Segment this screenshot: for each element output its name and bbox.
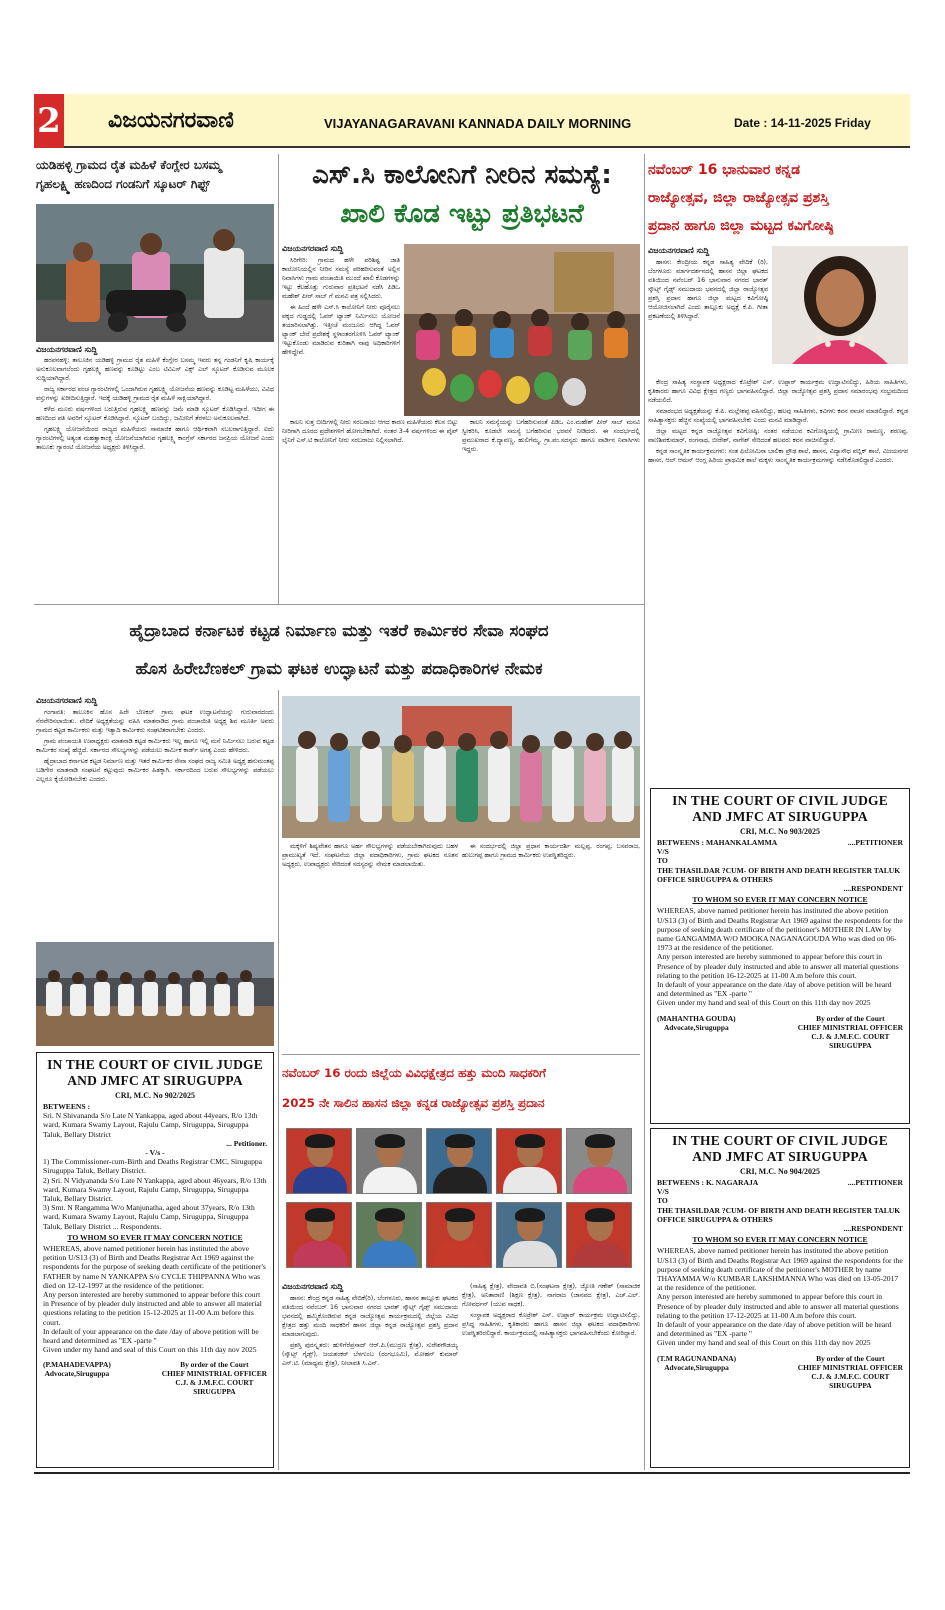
awardee-portrait [566,1128,632,1194]
notice-betweens: BETWEENS : MAHANKALAMMA [657,838,778,847]
row-divider [282,1054,640,1055]
notice-body: WHEREAS, above named petitioner herein has instituted the above petition U/S13 (3) of Birth and Deaths Registrar Act 1969 against the respondents for the purpose of seeking death certificate of the petitioner's MOTHER by name THAYAMMA W/o KUMBAR LAKSHMANNA Who was died on 13-05-2017 at the residence of the petitioner. [657,1246,903,1293]
awardee-portrait [356,1128,422,1194]
notice-body: In default of your appearance on the date /day of above petition will be heard and determined as "EX -parte " [43,1326,259,1346]
water-article-body-col3 [462,418,640,602]
notice-title: IN THE COURT OF CIVIL JUDGE [672,793,888,808]
page-bottom-rule [34,1472,910,1474]
rajyotsava-headline-line-2: ರಾಜ್ಯೋತ್ಸವ, ಜಿಲ್ಲಾ ರಾಜ್ಯೋತ್ಸವ ಪ್ರಶಸ್ತಿ [648,190,829,206]
farmer-scooter-photo [36,204,274,342]
workers-headline-line-2: ಹೊಸ ಹಿರೇಬೆಣಕಲ್ ಗ್ರಾಮ ಘಟಕ ಉದ್ಘಾಟನೆ ಮತ್ತು ಪದಾಧಿಕಾರಿಗಳ ನೇಮಕ [135,659,543,678]
article-paragraph: ಜಿಲ್ಲಾ ಮಟ್ಟದ ಕನ್ನಡ ರಾಜ್ಯೋತ್ಸವ ಕವಿಗೋಷ್ಠಿ: ನಂತರ ನಡೆಯುವ ಕವಿಗೋಷ್ಠಿಯಲ್ಲಿ ಗ್ರಾಮೀಣ ರಾಮಣ್ಣ, ಶರಣಪ್ಪ, ವಾಣಿಶಿವಕುಮಾರ್, ರಂಗನಾಥ, ಬೀರೇಶ್, ನಾಗೇಶ್ ಸೇರಿದಂತೆ ಹಲವರು ಕವನ ವಾಚಿಸಲಿದ್ದಾರೆ. [648,428,908,444]
notice-to: TO [657,1196,668,1206]
article-paragraph: ಕಾಲನಿ ಸುತ್ತ ಬೀದಿಗಳಲ್ಲಿ ನೀರು ಸರಬರಾಜು ಆಗದ ಕಾರಣ ಮಹಿಳೆಯರು ಕೆಲಸ ಬಿಟ್ಟು ನೀರಿಗಾಗಿ ದೂರದ ಪ್ರದೇಶಗಳಿಗೆ ಹೋಗಬೇಕಾಗಿದೆ. ನಂತರ 3-4 ವರ್ಷಗಳಿಂದ ಈ ಪೈಪ್ ಲೈನಿಗೆ ಎಸ್.ಟಿ ಕಾಲೋನಿಗೆ ನೀರು ಸರಬರಾಜು ನಿಲ್ಲಿಸಲಾಗಿದೆ. [282,419,458,444]
article-paragraph: ಹೈದ್ರಾಬಾದ ಕರ್ನಾಟಕ ಕಟ್ಟಡ ನಿರ್ಮಾಣ ಮತ್ತು ಇತರೆ ಕಾರ್ಮಿಕರ ಸೇವಾ ಸಂಘದ ರಾಜ್ಯ ಸಮಿತಿ ಅಧ್ಯಕ್ಷ ಹನುಮಂತಪ್ಪ ಬಡಿಗೇರ ಮಾತನಾಡಿ ಸಂಘಟನೆ ಕಟ್ಟುವುದು ಕಾರ್ಮಿಕರ ಹಿತಕ್ಕಾಗಿ. ಸರ್ಕಾರದಿಂದ ಬರುವ ಸೌಲಭ್ಯಗಳನ್ನು ಪಡೆಯಲು ಎಲ್ಲರೂ ಕೈಜೋಡಿಸಬೇಕು ಎಂದರು. [36,758,274,783]
article-paragraph: ಸಂಸ್ಥಾಪಕ ಅಧ್ಯಕ್ಷರಾದ ಕೊಟ್ರೇಶ್ ಎಸ್. ಉಪ್ಪಾರ್ ಕಾರ್ಯಕ್ರಮ ಉದ್ಘಾಟಿಸಲಿದ್ದು, ಪ್ರಸಿದ್ಧ ಸಾಹಿತಿಗಳು, ಕೃತಿಕಾರರು ಹಾಗೂ ಹಾಸನ ಜಿಲ್ಲಾ ಘಟಕದ ಪದಾಧಿಕಾರಿಗಳು ಉಪಸ್ಥಿತರಿರಲಿದ್ದಾರೆ. ಕಾರ್ಯಕ್ರಮದಲ್ಲಿ ಸಾಹಿತ್ಯಾಸಕ್ತರು ಭಾಗವಹಿಸಬೇಕೆಂದು ಕೋರಿದ್ದಾರೆ. [462,1312,640,1337]
rajyotsava-portrait-photo [772,246,908,364]
rajyotsava-article-body [648,378,908,782]
article-paragraph: (ಸಾಹಿತ್ಯ ಕ್ಷೇತ್ರ), ವೇದಾವತಿ ಬಿ.(ಸಂಘಟನಾ ಕ್ಷೇತ್ರ), ಜ್ಯೋತಿ ಗಣೇಶ್ (ಸಾಮಾಜಿಕ ಕ್ಷೇತ್ರ), ಅನಿತಾರಾಣಿ (ಶಿಕ್ಷಣ ಕ್ಷೇತ್ರ), ನಾಗರಾಜ (ಜಾನಪದ ಕ್ಷೇತ್ರ), ಎಚ್.ಎಲ್. ಗೋವರ್ಧನ್ (ಯುವ ಸಾಧಕ). [462,1283,640,1308]
notice-respondent: THE THASILDAR ?CUM- OF BIRTH AND DEATH REGISTER TALUK OFFICE SIRUGUPPA & OTHERS [657,865,901,884]
article-paragraph: ಸಮಾರಂಭದ ಅಧ್ಯಕ್ಷತೆಯನ್ನು ಕೆ.ಪಿ. ಮಲ್ಲೇಶಪ್ಪ ವಹಿಸಲಿದ್ದು, ಹಲವು ಸಾಹಿತಿಗಳು, ಕವಿಗಳು ಕವನ ವಾಚನ ಮಾಡಲಿದ್ದಾರೆ. ಕನ್ನಡ ಸಾಹಿತ್ಯಾಸಕ್ತರು ಹೆಚ್ಚಿನ ಸಂಖ್ಯೆಯಲ್ಲಿ ಭಾಗವಹಿಸಬೇಕು ಎಂದು ಮನವಿ ಮಾಡಿದ್ದಾರೆ. [648,408,908,424]
water-article-body-col2 [282,418,458,602]
article-paragraph: ಗೃಹಲಕ್ಷ್ಮಿ ಯೋಜನೆಯಿಂದ ರಾಜ್ಯದ ಮಹಿಳೆಯರು ಸಾಮಾಜಿಕ ಹಾಗೂ ಆರ್ಥಿಕವಾಗಿ ಸಬಲರಾಗುತ್ತಿದ್ದಾರೆ. ಐದು ಗ್ಯಾರಂಟಿಗಳಲ್ಲಿ ಅತ್ಯಂತ ಮಹತ್ವಾಕಾಂಕ್ಷಿ ಯೋಜನೆಯಾಗಿರುವ ಗೃಹಲಕ್ಷ್ಮಿ ಕಾಂಗ್ರೆಸ್ ಸರ್ಕಾರದ ಜನಪ್ರಿಯ ಯೋಜನೆ ಎಂದು ತಾಲೂಕು ಗ್ಯಾರಂಟಿ ಯೋಜನೆಯ ಅಧ್ಯಕ್ಷರು ತಿಳಿಸಿದ್ದಾರೆ. [36,426,274,451]
advocate-name: (MAHANTHA GOUDA) [657,1013,736,1023]
awardee-portrait [356,1202,422,1268]
notice-body: WHEREAS, above named petitioner herein has instituted the above petition U/S13 (3) of Birth and Deaths Registrar Act 1969 against the respondents for the purpose of seeking death certificate of the petitioner's MOTHER IN LAW by name GANGAMMA W/O MOOKA NAGANAGOUDA Who was died on 06-1973 at the residence of the petitioner. [657,906,903,953]
water-byline: ವಿಜಯನಗರವಾಣಿ ಸುದ್ದಿ [282,244,344,253]
article-paragraph: ಕಾಲನಿ ಸಮಸ್ಯೆಯನ್ನು ಬಗೆಹರಿಸುವಂತೆ ಪಿಡಿಒ ಎಂ.ಮಹೇಶ್ ಪೀರ್ ಸಾಬ್ ಮನವಿ ಸ್ವೀಕರಿಸಿ, ಕೂಡಲೇ ಸಮಸ್ಯೆ ಬಗೆಹರಿಸುವ ಭರವಸೆ ನೀಡಿದರು. ಈ ಸಂದರ್ಭದಲ್ಲಿ ಪ್ರಮುಖರಾದ ಕೆ.ದ್ಯಾವಣ್ಣ, ಹುಲಿಗೆಮ್ಮ, ಗ್ರಾ.ಪಂ.ಸದಸ್ಯರು ಹಾಗೂ ವಾರ್ಡಿನ ನಿವಾಸಿಗಳು ಇದ್ದರು. [462,419,640,453]
notice-respondent-2: 2) Sri. N Vidyananda S/o Late N Yankappa, aged about 46years, R/o 13th ward, Kumara Swamy Layout, Rajulu Camp, Siruguppa, Siruguppa Taluk, Bellary District. [43,1175,267,1204]
court-notice-904 [650,1128,910,1468]
notice-body: In default of your appearance on the date /day of above petition will be heard and determined as "EX -parte " [657,1320,892,1339]
awards-article-body-col1 [282,1294,458,1470]
notice-title: IN THE COURT OF CIVIL JUDGE [672,1133,888,1148]
notice-petitioner-details: Sri. N Shivananda S/o Late N Yankappa, aged about 44years, R/o 13th ward, Kumara Swamy Layout, Rajulu Camp, Siruguppa, Siruguppa Taluk, Bellary District [43,1111,258,1139]
article-paragraph: ಈ ಹಿಂದೆ ಹಳೇ ಎಸ್.ಸಿ ಕಾಲೋನಿಗೆ ನೀರು ಪೂರೈಸಲು ಪಕ್ಕದ ಗುಡ್ಡದಲ್ಲಿ ಓವರ್ ಟ್ಯಾಂಕ್ ನಿರ್ಮಿಸಲು ಯೋಜನೆ ತಯಾರಿಸಲಾಗಿತ್ತು. ಇತ್ತೀಚೆ ಮಂಜೂರು ಆಗಿದ್ದ ಓವರ್ ಟ್ಯಾಂಕ್ ಬೇರೆ ಪ್ರದೇಶಕ್ಕೆ ಸ್ಥಳಾಂತರಗೊಳಿಸಿ ಓವರ್ ಟ್ಯಾಂಕ್ ಇಟ್ಟುಕೊಂಡು ಮಾಡಿರುವ ಕುರಿತಾಗಿ ನಾವು ಅಧಿಕಾರಿಗಳಿಗೆ ಹೇಳಿದ್ದೇವೆ. [282,304,400,356]
masthead [34,94,910,148]
workers-article-body-col2 [282,842,458,1050]
notice-body: Given under my hand and seal of this Court on this 11th day nov 2025 [43,1345,257,1355]
water-headline-line-1: ಎಸ್.ಸಿ ಕಾಲೋನಿಗೆ ನೀರಿನ ಸಮಸ್ಯೆ: [312,160,612,190]
article-paragraph: ರಾಜ್ಯ ಸರ್ಕಾರದ ಪಂಚ ಗ್ಯಾರಂಟಿಗಳಲ್ಲಿ ಒಂದಾಗಿರುವ ಗೃಹಲಕ್ಷ್ಮಿ ಯೋಜನೆಯ ಹಣವನ್ನು ಕೂಡಿಟ್ಟ ಮಹಿಳೆಯು, ವಿವಿಧ ವಸ್ತುಗಳನ್ನು ಖರೀದಿಸುತ್ತಿದ್ದಾರೆ. ಇದಕ್ಕೆ ಯಡಿಹಳ್ಳಿ ಗ್ರಾಮದ ರೈತ ಮಹಿಳೆ ಸಾಕ್ಷಿಯಾಗಿದ್ದಾರೆ. [36,386,274,402]
court-place-line: SIRUGUPPA [193,1387,236,1397]
notice-respondent-label: ....RESPONDENT [843,884,903,894]
rajyotsava-byline: ವಿಜಯನಗರವಾಣಿ ಸುದ್ದಿ [648,246,710,255]
advocate-place: Advocate,Siruguppa [44,1369,110,1379]
notice-concern-heading: TO WHOM SO EVER IT MAY CONCERN NOTICE [692,1235,868,1245]
article-paragraph: ಕನ್ನಡ ಸಾಂಸ್ಕೃತಿಕ ಕಾರ್ಯಕ್ರಮಗಳು: ಸಂತ ಫಿಲೋಮಿನಾ ಬಾಲಿಕಾ ಪ್ರೌಢ ಶಾಲೆ, ಹಾಸನ, ವಿದ್ಯಾಸೌಧ ಪಬ್ಲಿಕ್ ಶಾಲೆ, ವಿಜಯನಗರ ಹಾಸನ, ಆಲ್ ಆಮನ್ ಆಂಗ್ಲ ಹಿರಿಯ ಪ್ರಾಥಮಿಕ ಶಾಲೆ ಮಕ್ಕಳು ಸಾಂಸ್ಕೃತಿಕ ಕಾರ್ಯಕ್ರಮಗಳನ್ನು ನಡೆಸಿಕೊಡಲಿದ್ದಾರೆ ಎಂದರು. [648,448,908,464]
court-order-line: By order of the Court [816,1353,885,1363]
awardee-portrait [496,1202,562,1268]
court-officer-line: CHIEF MINISTRIAL OFFICER [161,1369,267,1379]
rajyotsava-headline [648,156,910,242]
farmer-byline: ವಿಜಯನಗರವಾಣಿ ಸುದ್ದಿ [36,345,98,354]
notice-parties-row [657,838,903,847]
advocate-name: (T.M RAGUNANDANA) [657,1353,737,1363]
notice-signatures [657,1014,903,1050]
water-headline [282,156,642,238]
notice-petitioner-label: ....PETITIONER [847,1178,903,1187]
notice-title: AND JMFC AT SIRUGUPPA [692,809,868,824]
awards-headline-line-1: ನವೆಂಬರ್ 16 ರಂದು ಜಿಲ್ಲೆಯ ವಿವಿಧಕ್ಷೇತ್ರದ ಹತ್ತು ಮಂದಿ ಸಾಧಕರಿಗೆ [282,1066,546,1080]
awardee-portrait [566,1202,632,1268]
article-paragraph: ಮಕ್ಕಳಿಗೆ ಶಿಷ್ಯವೇತನ ಹಾಗೂ ಅರ್ಹ ಸೌಲಭ್ಯಗಳನ್ನು ಪಡೆಯಬೇಕಾಗಿರುವುದು ಬಹಳ ಪ್ರಾಮುಖ್ಯತೆ ಇದೆ. ಸಂಘಟನೆಯ ಜಿಲ್ಲಾ ಪದಾಧಿಕಾರಿಗಳು, ಗ್ರಾಮ ಘಟಕದ ನೂತನ ಅಧ್ಯಕ್ಷರು, ಉಪಾಧ್ಯಕ್ಷರು ಸೇರಿದಂತೆ ಸದಸ್ಯರನ್ನು ನೇಮಕ ಮಾಡಲಾಯಿತು. [282,843,458,868]
row-divider [34,604,644,605]
notice-case-number: CRI, M.C. No 903/2025 [740,827,820,836]
newspaper-title: ವಿಜಯನಗರವಾಣಿ [108,108,234,133]
workers-stage-photo [36,942,274,1046]
advocate-name: (P.MAHADEVAPPA) [43,1360,111,1370]
notice-betweens: BETWEENS : K. NAGARAJA [657,1178,759,1187]
issue-date: Date : 14-11-2025 Friday [734,116,871,130]
water-article-body-col1 [282,256,400,412]
column-divider [278,690,279,1470]
column-divider [278,154,279,604]
notice-title: AND JMFC AT SIRUGUPPA [67,1073,243,1088]
notice-to: TO [657,856,668,866]
notice-body: Any person interested are hereby summoned to appear before this court in Presence of by pleader duly instructed and able to answer all material questions relating to the petition 16-12-2025 at 11-00 A.m before this court. [657,952,899,980]
article-paragraph: ಗ್ರಾಮ ಪಂಚಾಯತಿ ಉಪಾಧ್ಯಕ್ಷರು ಮಾತನಾಡಿ ಕಟ್ಟಡ ಕಾರ್ಮಿಕರು ಇಲ್ಲ ಹಾಗೂ ಇಲ್ಲಿ ಮನೆ ನಿರ್ಮಿಸಲು ಬರುವ ಕಟ್ಟಡ ಕಾರ್ಮಿಕರ ಸಂಖ್ಯೆ ಹೆಚ್ಚಿದೆ. ಸರ್ಕಾರದ ಸೌಲಭ್ಯಗಳನ್ನು ಪಡೆಯಲು ಕಾರ್ಮಿಕ ಕಾರ್ಡ್ ಅಗತ್ಯ ಎಂದು ಹೇಳಿದರು. [36,738,274,754]
workers-group-photo [282,696,640,838]
notice-petitioner-label: ... Petitioner. [226,1138,267,1148]
notice-concern-heading: TO WHOM SO EVER IT MAY CONCERN NOTICE [692,895,868,905]
workers-byline: ವಿಜಯನಗರವಾಣಿ ಸುದ್ದಿ [36,696,98,705]
notice-concern-heading: TO WHOM SO EVER IT MAY CONCERN NOTICE [67,1232,243,1242]
court-place-line: SIRUGUPPA [829,1380,872,1390]
article-paragraph: ಹಾಸನ: ಕೇಂದ್ರ ಕನ್ನಡ ಸಾಹಿತ್ಯ ವೇದಿಕೆ(ರಿ), ಬೆಂಗಳೂರು, ಹಾಸನ ತಾಲ್ಲೂಕು ಘಟಕದ ವತಿಯಿಂದ ನವೆಂಬರ್ 16 ಭಾನುವಾರ ನಗರದ ಭಾರತ್ ಸ್ಕೌಟ್ಸ್ ಗೈಡ್ಸ್ ಸಮುದಾಯ ಭವನದಲ್ಲಿ ಹಮ್ಮಿಕೊಂಡಿರುವ ಕನ್ನಡ ರಾಜ್ಯೋತ್ಸವ ಕಾರ್ಯಕ್ರಮದಲ್ಲಿ ಜಿಲ್ಲೆಯ ವಿವಿಧ ಕ್ಷೇತ್ರದ ಹತ್ತು ಮಂದಿ ಸಾಧಕರಿಗೆ ಹಾಸನ ಜಿಲ್ಲಾ ಕನ್ನಡ ರಾಜ್ಯೋತ್ಸವ ಪ್ರಶಸ್ತಿ ಪ್ರದಾನ ಮಾಡಲಾಗುವುದು. [282,1295,458,1338]
farmer-headline-line-1: ಯಡಿಹಳ್ಳಿ ಗ್ರಾಮದ ರೈತ ಮಹಿಳೆ ಕೆಂಗ್ಲೇರ ಬಸಮ್ಮ [36,158,222,172]
court-officer-line: CHIEF MINISTRIAL OFFICER [797,1362,903,1372]
advocate-place: Advocate,Siruguppa [664,1362,729,1372]
notice-signatures [43,1360,267,1396]
court-order-line: By order of the Court [180,1360,249,1370]
notice-respondent-label: ....RESPONDENT [843,1224,903,1234]
notice-respondent: THE THASILDAR ?CUM- OF BIRTH AND DEATH REGISTER TALUK OFFICE SIRUGUPPA & OTHERS [657,1205,901,1224]
notice-body: Any person interested are hereby summoned to appear before this court in Presence of by pleader duly instructed and able to answer all material questions relating to the petition 15-12-2025 at 11-00 A.m before this court. [43,1290,262,1327]
notice-case-number: CRI, M.C. No 902/2025 [115,1091,195,1100]
article-paragraph: ಹಾಸನ: ಕೇಂದ್ರೀಯ ಕನ್ನಡ ಸಾಹಿತ್ಯ ವೇದಿಕೆ (ರಿ), ಬೆಂಗಳೂರು ಮಾರ್ಗದರ್ಶನದಲ್ಲಿ ಹಾಸನ ಜಿಲ್ಲಾ ಘಟಕದ ವತಿಯಿಂದ ನವೆಂಬರ್ 16 ಭಾನುವಾರ ನಗರದ ಭಾರತ್ ಸ್ಕೌಟ್ಸ್ ಗೈಡ್ಸ್ ಸಮುದಾಯ ಭವನದಲ್ಲಿ ಜಿಲ್ಲಾ ರಾಜ್ಯೋತ್ಸವ ಪ್ರಶಸ್ತಿ ಪ್ರದಾನ ಹಾಗೂ ಜಿಲ್ಲಾ ಮಟ್ಟದ ಕವಿಗೋಷ್ಠಿ ಆಯೋಜಿಸಲಾಗಿದೆ ಎಂದು ತಾಲ್ಲೂಕು ಅಧ್ಯಕ್ಷೆ ಕೆ.ಪಿ. ಗೀತಾ ಪ್ರಕಟಣೆಯಲ್ಲಿ ತಿಳಿಸಿದ್ದಾರೆ. [648,259,768,320]
water-headline-line-2: ಖಾಲಿ ಕೊಡ ಇಟ್ಟು ಪ್ರತಿಭಟನೆ [340,199,584,229]
page-number: 2 [34,94,64,148]
court-name-line: C.J. & J.M.F.C. COURT [811,1031,890,1041]
notice-signatures [657,1354,903,1390]
notice-body: WHEREAS, above named petitioner herein has instituted the above petition U/S13 (3) of Birth and Deaths Registrar Act 1969 against the respondents for the purpose of seeking death certificate of the petitioner's FATHER by name N YANKAPPA S/o CYCLE THIPPANNA Who was died on 12-12-1997 at the residence of the petitioner. [43,1244,266,1290]
column-divider [644,154,645,1470]
awardee-portrait [286,1202,352,1268]
notice-case-number: CRI, M.C. No 904/2025 [740,1167,820,1176]
awards-headline-line-2: 2025 ನೇ ಸಾಲಿನ ಹಾಸನ ಜಿಲ್ಲಾ ಕನ್ನಡ ರಾಜ್ಯೋತ್ಸವ ಪ್ರಶಸ್ತಿ ಪ್ರದಾನ [282,1096,545,1110]
court-name-line: C.J. & J.M.F.C. COURT [175,1378,254,1388]
awardee-portrait [286,1128,352,1194]
awards-headline [282,1058,640,1122]
notice-title: IN THE COURT OF CIVIL JUDGE [47,1057,263,1072]
article-paragraph: ಈ ಸಂದರ್ಭದಲ್ಲಿ ಜಿಲ್ಲಾ ಪ್ರಧಾನ ಕಾರ್ಯದರ್ಶಿ ಮಲ್ಲಪ್ಪ, ರಂಗಪ್ಪ, ಬಸವರಾಜ, ಹುಲುಗಪ್ಪ ಹಾಗೂ ಗ್ರಾಮದ ಕಾರ್ಮಿಕರು ಉಪಸ್ಥಿತರಿದ್ದರು. [462,843,640,859]
notice-body: Any person interested are hereby summoned to appear before this court in Presence of by pleader duly instructed and able to answer all material questions relating to the petition 17-12-2025 at 11-00 A.m before this court. [657,1292,899,1320]
farmer-headline-line-2: ಗೃಹಲಕ್ಷ್ಮಿ ಹಣದಿಂದ ಗಂಡನಿಗೆ ಸ್ಕೂಟರ್ ಗಿಫ್ಟ್ [36,177,210,191]
notice-respondent-3: 3) Smt. N Rangamma W/o Manjunatha, aged about 37years, R/o 13th ward, Kumara Swamy Layout, Rajulu Camp, Siruguppa, Siruguppa Taluk, Bellary District ... Respondents. [43,1203,255,1231]
notice-body: In default of your appearance on the date /day of above petition will be heard and determined as "EX -parte " [657,980,892,999]
notice-title: AND JMFC AT SIRUGUPPA [692,1149,868,1164]
workers-article-body-col3 [462,842,640,1050]
court-name-line: C.J. & J.M.F.C. COURT [811,1371,890,1381]
awardee-portrait [496,1128,562,1194]
notice-parties-row [657,1178,903,1187]
notice-petitioner-label: ....PETITIONER [847,838,903,847]
awardee-portrait [426,1202,492,1268]
article-paragraph: ಪ್ರಶಸ್ತಿ ಪುರಸ್ಕೃತರು: ಹುಳಿಗೆರೆಪ್ರಸಾದ್ ಆರ್.ಪಿ.(ಮುದ್ರಣ ಕ್ಷೇತ್ರ), ಸುರೇಶಗೌಡಯ್ಯ (ಸ್ಕೌಟ್ಸ್ ಗೈಡ್ಸ್), ಜಯಶಂಕರ್ ಬೆಳಗುಂಬ (ರಂಗಭೂಮಿ), ಮೋಹನ್ ಕುಮಾರ್ ಎನ್.ಟಿ. (ಮಾಧ್ಯಮ ಕ್ಷೇತ್ರ), ನೀಲಾವತಿ ಸಿ.ಎನ್. [282,1342,458,1367]
article-paragraph: ಗಂಗಾವತಿ: ತಾಲೂಕಿನ ಹೊಸ ಹಿರೇ ಬೆಣಕಲ್ ಗ್ರಾಮ ಘಟಕ ಉದ್ಘಾಟನೆಯನ್ನು ಗುರುವಾರದಂದು ನೆರವೇರಿಸಲಾಯಿತು. ವೇದಿಕೆ ಅಧ್ಯಕ್ಷತೆಯನ್ನು ವಹಿಸಿ ಮಾತನಾಡಿದ ಗ್ರಾಮ ಪಂಚಾಯಿತಿ ಅಧ್ಯಕ್ಷ ಶಿವ ಮೂರ್ತಿ ಅವರು ಗ್ರಾಮದ ಕಟ್ಟಡ ಕಾರ್ಮಿಕರು ಮತ್ತು ಇತ್ಯಾದಿ ಕಾರ್ಮಿಕರು ಸಂಘಟಿತರಾಗಬೇಕು ಎಂದರು. [36,709,274,734]
rajyotsava-article-intro [648,258,768,376]
workers-article-body-col1 [36,708,274,938]
article-paragraph: ಸಿರಿಗೇರಿ: ಗ್ರಾಮದ ಹಳೇ ಪರಿಶಿಷ್ಟ ಜಾತಿ ಕಾಲೋನಿಯಲ್ಲಿನ ನೀರಿನ ಸಮಸ್ಯೆ ಪರಿಹರಿಸುವಂತೆ ಅಲ್ಲಿನ ನಿವಾಸಿಗಳು ಗ್ರಾಮ ಪಂಚಾಯಿತಿ ಮುಂದೆ ಖಾಲಿ ಕೊಡಗಳನ್ನು ಇಟ್ಟು ಕೆಲಹೊತ್ತು ಗುರುವಾರ ಪ್ರತಿಭಟನೆ ನಡೆಸಿ ಪಿಡಿಒ ಮಹೇಶ್ ಪೀರ್ ಸಾಬ್ ಗೆ ಮನವಿ ಪತ್ರ ಸಲ್ಲಿಸಿದರು. [282,257,400,300]
awardee-portrait [426,1128,492,1194]
workers-headline [36,612,642,688]
court-place-line: SIRUGUPPA [829,1040,872,1050]
rajyotsava-headline-line-1: ನವೆಂಬರ್ 16 ಭಾನುವಾರ ಕನ್ನಡ [648,162,801,178]
farmer-article-body [36,356,274,600]
notice-versus: V/S [657,847,669,857]
notice-respondent-1: 1) The Commissioner-cum-Birth and Deaths Registrar CMC, Siruguppa Siruguppa Taluk, Bellary District. [43,1157,263,1176]
newspaper-subtitle: VIJAYANAGARAVANI KANNADA DAILY MORNING [324,116,632,131]
court-officer-line: CHIEF MINISTRIAL OFFICER [797,1022,903,1032]
notice-body: Given under my hand and seal of this Court on this 11th day nov 2025 [657,1338,871,1348]
court-notice-903 [650,788,910,1124]
notice-body: Given under my hand and seal of this Court on this 11th day nov 2025 [657,998,871,1008]
article-paragraph: ಕೇಂದ್ರ ಸಾಹಿತ್ಯ ಸಂಸ್ಥಾಪಕ ಅಧ್ಯಕ್ಷರಾದ ಕೊಟ್ರೇಶ್ ಎಸ್. ಉಪ್ಪಾರ್ ಕಾರ್ಯಕ್ರಮ ಉದ್ಘಾಟಿಸಲಿದ್ದು, ಹಿರಿಯ ಸಾಹಿತಿಗಳು, ಕೃತಿಕಾರರು ಹಾಗೂ ವಿವಿಧ ಕ್ಷೇತ್ರದ ಗಣ್ಯರು ಭಾಗವಹಿಸಲಿದ್ದಾರೆ. ಜಿಲ್ಲಾ ರಾಜ್ಯೋತ್ಸವ ಪ್ರಶಸ್ತಿ ಪ್ರದಾನ ಸಮಾರಂಭವು ಸಂಭ್ರಮದಿಂದ ನಡೆಯಲಿದೆ. [648,379,908,404]
workers-headline-line-1: ಹೈದ್ರಾಬಾದ ಕರ್ನಾಟಕ ಕಟ್ಟಡ ನಿರ್ಮಾಣ ಮತ್ತು ಇತರೆ ಕಾರ್ಮಿಕರ ಸೇವಾ ಸಂಘದ [129,621,549,640]
notice-versus: - V/s - [145,1148,165,1158]
article-paragraph: ಹರಪನಹಳ್ಳಿ: ತಾಲೂಕಿನ ಯಡಿಹಳ್ಳಿ ಗ್ರಾಮದ ರೈತ ಮಹಿಳೆ ಕೆಂಗ್ಲೇರ ಬಸಮ್ಮ ಇವರು ತನ್ನ ಗಂಡನಿಗೆ ಕೃಷಿ ಕಾರ್ಯಕ್ಕೆ ಅನುಕೂಲವಾಗಲೆಂದು ಗೃಹಲಕ್ಷ್ಮಿ ಹಣವನ್ನು ಕೂಡಿಟ್ಟು ಎಂಬ ಟಿವಿಎಸ್ ಎಕ್ಸ್ ಎಲ್ ಸ್ಕೂಟರ್ ಕೊಡಿಸುವ ಮೂಲಕ ಸುದ್ದಿಯಾಗಿದ್ದಾರೆ. [36,357,274,382]
court-notice-902 [36,1052,274,1468]
notice-betweens: BETWEENS : [43,1102,91,1111]
article-paragraph: ಕಳೆದ ಮೂರು ವರ್ಷಗಳಿಂದ ಬರುತ್ತಿರುವ ಗೃಹಲಕ್ಷ್ಮಿ ಹಣವನ್ನು ಜಮೆ ಮಾಡಿ ಸ್ಕೂಟರ್ ಕೊಡಿಸಿದ್ದಾರೆ. ಇದೀಗ ಈ ಹಣದಿಂದ ಪತಿ ಅವರಿಗೆ ಸ್ಕೂಟರ್ ಕೊಡಿಸಿದ್ದಾರೆ. ಸ್ಕೂಟರ್ ಬಂದಿದ್ದು, ಜಮೀನಿಗೆ ತೆರಳಲು ಅನುಕೂಲವಾಗಿದೆ. [36,406,274,422]
farmer-headline [36,156,276,202]
advocate-place: Advocate,Siruguppa [663,1022,729,1032]
water-protest-photo [404,244,640,416]
rajyotsava-headline-line-3: ಪ್ರದಾನ ಹಾಗೂ ಜಿಲ್ಲಾ ಮಟ್ಟದ ಕವಿಗೋಷ್ಠಿ [648,218,834,234]
awards-byline: ವಿಜಯನಗರವಾಣಿ ಸುದ್ದಿ [282,1282,344,1291]
notice-versus: V/S [657,1187,669,1197]
court-order-line: By order of the Court [816,1013,885,1023]
awards-article-body-col2 [462,1282,640,1470]
